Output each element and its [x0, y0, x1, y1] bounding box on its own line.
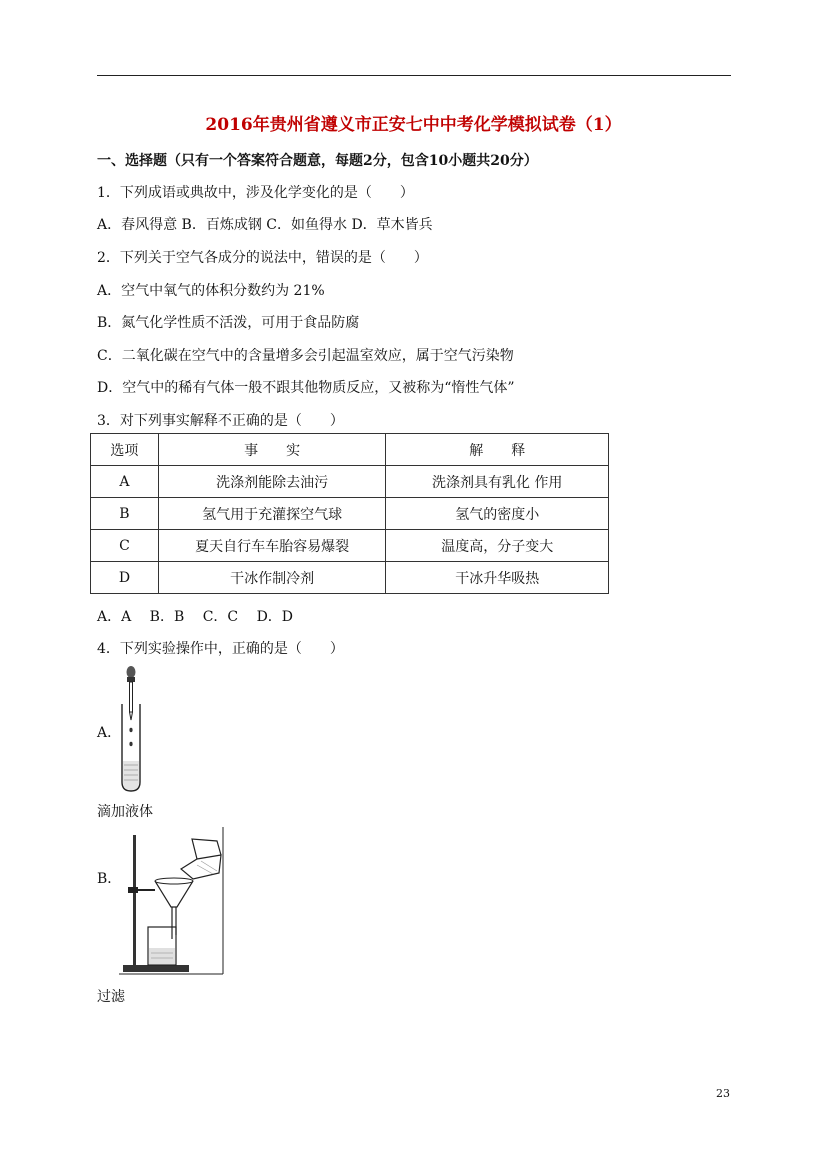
q1-stem: 1．下列成语或典故中，涉及化学变化的是（ ）: [97, 185, 414, 201]
table-cell: B: [91, 498, 159, 530]
table-cell: 氢气的密度小: [386, 498, 609, 530]
q3-table: [90, 433, 609, 594]
q2-option-a: A．空气中氧气的体积分数约为 21%: [97, 283, 325, 299]
q4-option-a-caption: 滴加液体: [97, 804, 153, 820]
table-row: [91, 466, 609, 498]
table-cell: 干冰升华吸热: [386, 562, 609, 594]
q3-stem: 3．对下列事实解释不正确的是（ ）: [97, 413, 344, 429]
table-cell: D: [91, 562, 159, 594]
table-cell: C: [91, 530, 159, 562]
table-cell: 干冰作制冷剂: [158, 562, 386, 594]
table-cell: 氢气用于充灌探空气球: [158, 498, 386, 530]
page-number: 23: [716, 1087, 730, 1100]
q4-option-b-label: B．: [97, 871, 122, 887]
q2-stem: 2．下列关于空气各成分的说法中，错误的是（ ）: [97, 250, 428, 266]
filtration-apparatus-figure: [119, 827, 225, 975]
table-header-cell: 选项: [91, 434, 159, 466]
table-row: [91, 562, 609, 594]
table-cell: 夏天自行车车胎容易爆裂: [158, 530, 386, 562]
table-header-cell: 解 释: [386, 434, 609, 466]
q4-stem: 4．下列实验操作中，正确的是（ ）: [97, 641, 344, 657]
q2-option-c: C．二氧化碳在空气中的含量增多会引起温室效应，属于空气污染物: [97, 348, 514, 364]
table-cell: 温度高，分子变大: [386, 530, 609, 562]
table-row: [91, 498, 609, 530]
q1-options: A．春风得意 B．百炼成钢 C．如鱼得水 D．草木皆兵: [97, 217, 433, 233]
header-rule: [97, 75, 731, 76]
dropper-test-tube-figure: [118, 664, 148, 794]
table-header-cell: 事 实: [158, 434, 386, 466]
page-title: 2016年贵州省遵义市正安七中中考化学模拟试卷（1）: [205, 115, 622, 135]
q4-option-b-caption: 过滤: [97, 989, 125, 1005]
q2-option-b: B．氮气化学性质不活泼，可用于食品防腐: [97, 315, 360, 331]
table-header-row: [91, 434, 609, 466]
q2-option-d: D．空气中的稀有气体一般不跟其他物质反应，又被称为“惰性气体”: [97, 380, 515, 396]
table-cell: 洗涤剂具有乳化 作用: [386, 466, 609, 498]
q3-options: A．A B．B C．C D．D: [97, 609, 294, 625]
table-cell: A: [91, 466, 159, 498]
q4-option-a-label: A．: [97, 725, 122, 741]
table-row: [91, 530, 609, 562]
section-heading: 一、选择题（只有一个答案符合题意，每题2分，包含10小题共20分）: [97, 153, 538, 169]
table-cell: 洗涤剂能除去油污: [158, 466, 386, 498]
